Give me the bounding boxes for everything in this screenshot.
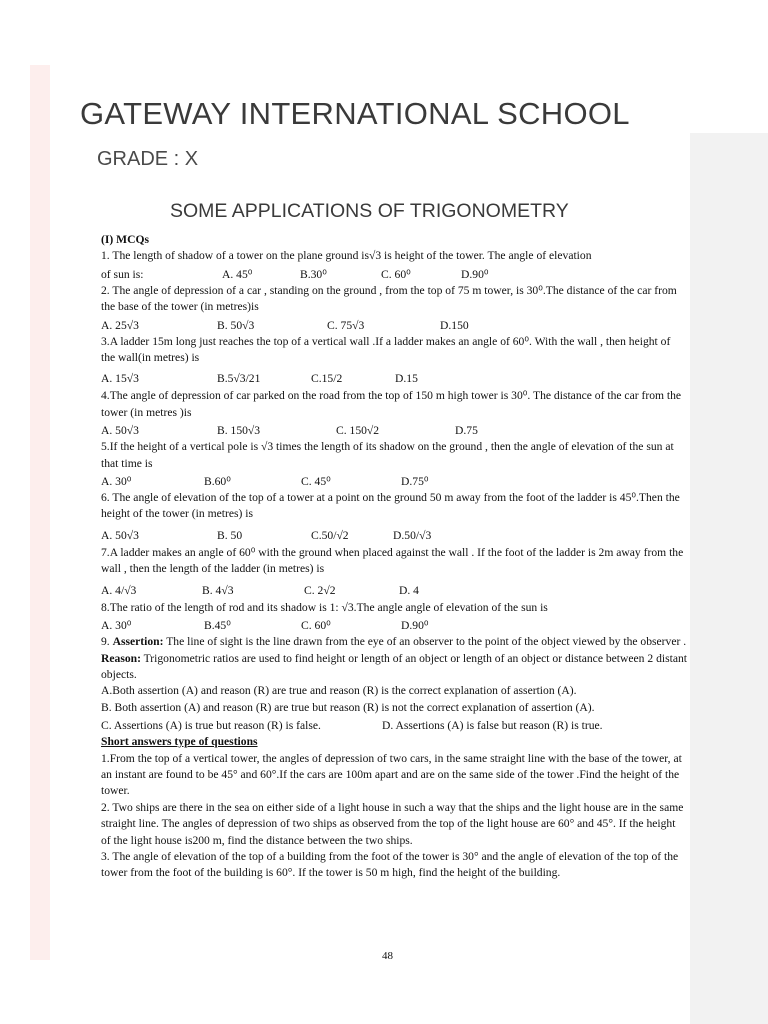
option-b: B.45⁰: [204, 619, 231, 633]
option-c: C. 150√2: [336, 424, 380, 438]
option-c: C. 2√2: [304, 583, 336, 597]
worksheet-body: [101, 232, 687, 882]
option-d: D.75⁰: [401, 475, 429, 489]
option-a: A.Both assertion (A) and reason (R) are true and reason (R) is the correct explanation of assertion (A).: [101, 684, 577, 698]
question-9-number: 9.: [101, 635, 110, 649]
option-d: D. 4: [399, 583, 419, 597]
right-gray-panel: [690, 133, 768, 1024]
option-a: A. 4/√3: [101, 583, 137, 597]
question-1-lead: of sun is:: [101, 267, 144, 281]
question-1: 1. The length of shadow of a tower on the plane ground is√3 is height of the tower. The angle of elevation: [101, 249, 592, 263]
option-a: A. 45⁰: [222, 267, 253, 281]
option-c: C. 45⁰: [301, 475, 331, 489]
question-9-reason: [101, 651, 687, 684]
option-c: C. 60⁰: [381, 267, 411, 281]
option-d: D.90⁰: [401, 619, 429, 633]
question-4: 4.The angle of depression of car parked on the road from the top of 150 m high tower is 30⁰. The distance of the car from the tower (in metres )is: [101, 389, 682, 419]
question-7-options: [101, 578, 687, 600]
option-d: D.75: [455, 424, 478, 438]
option-d: D.15: [395, 372, 418, 386]
question-2: 2. The angle of depression of a car , standing on the ground , from the top of 75 m tower, is 30⁰.The distance of the car from the base of the tower (in metres)is: [101, 283, 677, 314]
option-a: A. 50√3: [101, 528, 139, 542]
section-short-answers-heading: Short answers type of questions: [101, 735, 258, 749]
question-2-options: [101, 316, 687, 334]
assertion-text: The line of sight is the line drawn from the eye of an observer to the point of the object viewed by the observer .: [163, 635, 687, 649]
option-a: A. 50√3: [101, 424, 139, 438]
question-5: 5.If the height of a vertical pole is √3 times the length of its shadow on the ground , then the angle of elevation of the sun at that time is: [101, 440, 674, 470]
reason-text: Trigonometric ratios are used to find height or length of an object or length of an object or distance between 2 distant objects.: [101, 651, 687, 681]
page-number: 48: [382, 950, 393, 962]
chapter-title: SOME APPLICATIONS OF TRIGONOMETRY: [170, 200, 569, 222]
option-c: C. Assertions (A) is true but reason (R) is false.: [101, 719, 321, 733]
option-c: C.50/√2: [311, 528, 349, 542]
question-6-options: [101, 523, 687, 545]
question-4-options: [101, 421, 687, 439]
question-3-options: [101, 366, 687, 388]
short-answer-2: 2. Two ships are there in the sea on either side of a light house in such a way that the ships and the light house are in the same straight line. The angles of depression of two ships as observed from the top of the light house are 60° and 45°. If the height of the light house is200 m, find the distance between the two ships.: [101, 800, 684, 847]
assertion-label: Assertion:: [112, 635, 164, 649]
question-8-options: [101, 616, 687, 634]
option-b: B. 150√3: [217, 424, 261, 438]
option-a: A. 15√3: [101, 372, 139, 386]
short-answer-3: 3. The angle of elevation of the top of a building from the foot of the tower is 30° and the angle of elevation of the top of the tower from the foot of the building is 60°. If the tower is 50 m high, find the height of the building.: [101, 849, 679, 880]
question-3: 3.A ladder 15m long just reaches the top of a vertical wall .If a ladder makes an angle of 60⁰. With the wall , then height of the wall(in metres) is: [101, 334, 671, 365]
question-7: 7.A ladder makes an angle of 60⁰ with the ground when placed against the wall . If the foot of the ladder is 2m away from the wall , then the length of the ladder (in metres) is: [101, 545, 684, 576]
question-6: 6. The angle of elevation of the top of a tower at a point on the ground 50 m away from the foot of the ladder is 45⁰.Then the height of the tower (in metres) is: [101, 491, 680, 521]
question-1-options: [101, 265, 687, 283]
short-answer-1: 1.From the top of a vertical tower, the angles of depression of two cars, in the same straight line with the base of the tower, at an instant are found to be 45° and 60°.If the cars are 100m apart and are on the same side of the tower .Find the height of the tower.: [101, 751, 682, 798]
section-mcq-heading: (I) MCQs: [101, 233, 149, 246]
option-b: B. 4√3: [202, 583, 234, 597]
option-c: C. 60⁰: [301, 619, 331, 633]
option-b: B. Both assertion (A) and reason (R) are true but reason (R) is not the correct explanation of assertion (A).: [101, 700, 595, 714]
option-d: D.150: [440, 318, 469, 332]
question-8: 8.The ratio of the length of rod and its shadow is 1: √3.The angle angle of elevation of the sun is: [101, 600, 548, 614]
reason-label: Reason:: [101, 651, 141, 665]
grade-label: GRADE : X: [97, 148, 199, 170]
option-a: A. 25√3: [101, 318, 139, 332]
question-9-options-cd: [101, 716, 687, 734]
option-d: D.50/√3: [393, 528, 432, 542]
option-a: A. 30⁰: [101, 475, 132, 489]
question-9-assertion: [101, 634, 687, 650]
question-5-options: [101, 472, 687, 490]
option-c: C.15/2: [311, 372, 343, 386]
option-b: B. 50: [217, 528, 243, 542]
option-d: D.90⁰: [461, 267, 489, 281]
option-a: A. 30⁰: [101, 619, 132, 633]
option-b: B.60⁰: [204, 475, 231, 489]
option-d: D. Assertions (A) is false but reason (R) is true.: [382, 719, 603, 733]
option-b: B.30⁰: [300, 267, 327, 281]
left-margin-strip: [30, 65, 50, 960]
school-name: GATEWAY INTERNATIONAL SCHOOL: [80, 96, 630, 131]
option-b: B. 50√3: [217, 318, 255, 332]
option-b: B.5√3/21: [217, 372, 261, 386]
option-c: C. 75√3: [327, 318, 365, 332]
